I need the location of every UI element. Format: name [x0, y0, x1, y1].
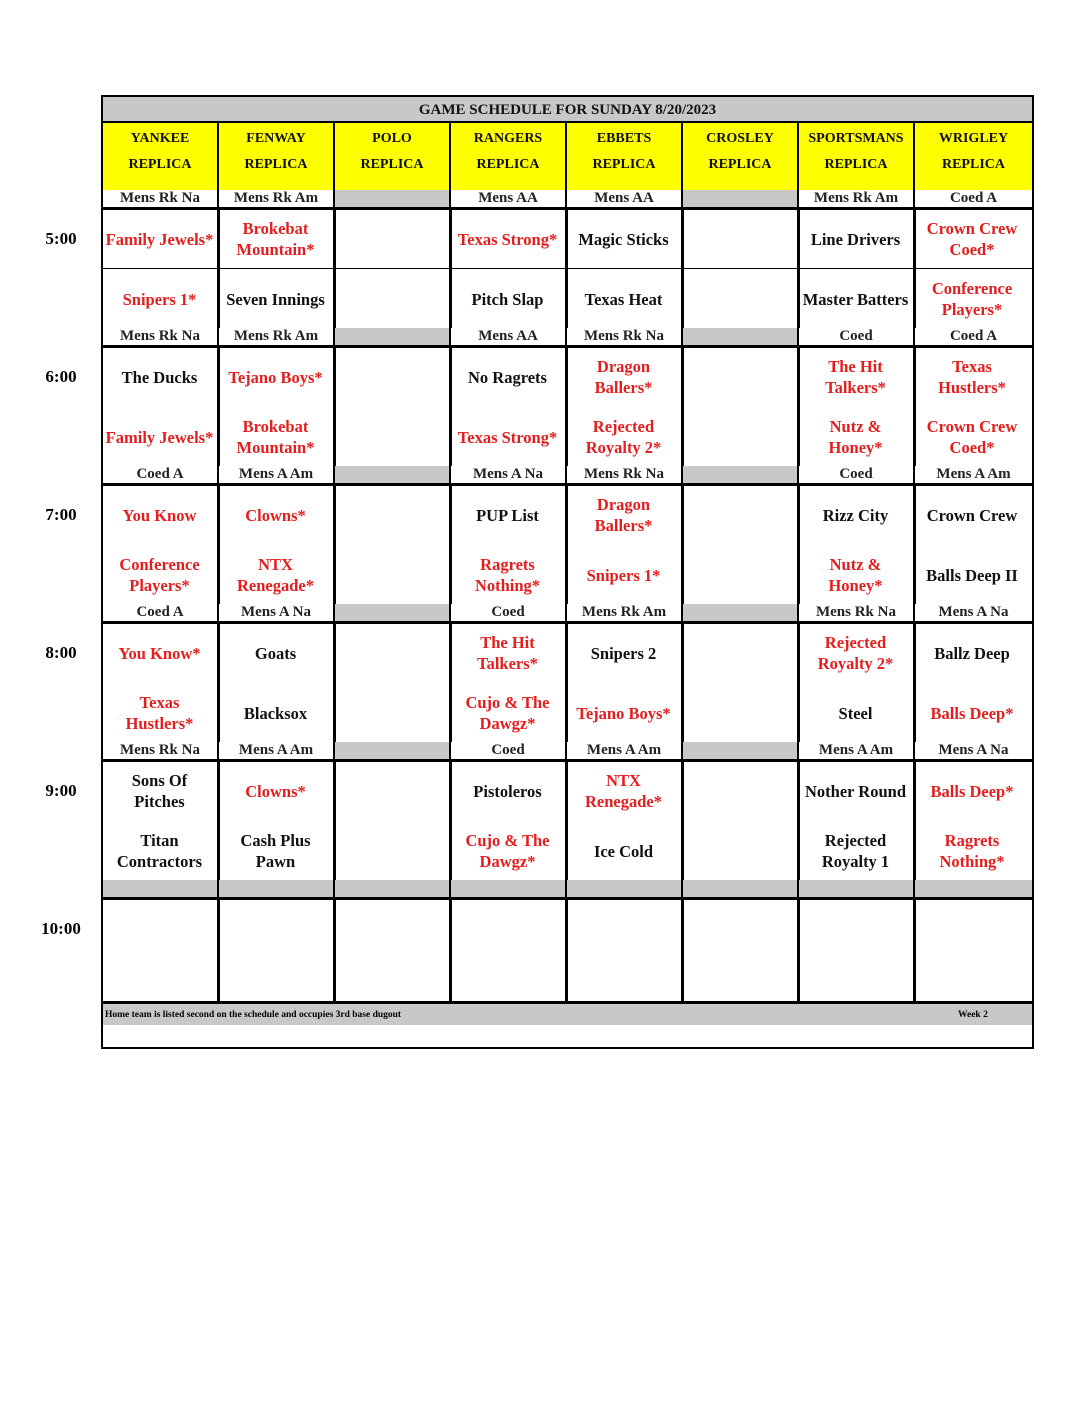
schedule-sheet	[101, 95, 1034, 1049]
division-label: Coed A	[915, 328, 1032, 345]
field-header-polo	[335, 123, 451, 190]
field-subtitle: REPLICA	[592, 157, 656, 172]
team-entry: Brokebat Mountain*	[236, 219, 315, 259]
team-entry	[683, 546, 796, 604]
field-header-sportsmans	[799, 123, 915, 190]
week-label: Week 2	[958, 1010, 988, 1020]
team-entry: Clowns*	[245, 505, 306, 525]
team-entry: Pistoleros	[473, 781, 542, 801]
team-entry	[335, 408, 448, 466]
team-entry	[335, 624, 448, 682]
team-entry	[683, 762, 796, 820]
team-entry	[683, 408, 796, 466]
team-entry: Texas Hustlers*	[938, 357, 1006, 397]
field-name: YANKEE	[130, 131, 190, 146]
division-label	[335, 880, 451, 897]
field-header-yankee	[103, 123, 219, 190]
team-entry	[683, 270, 796, 328]
team-entry: No Ragrets	[468, 367, 547, 387]
team-entry: Brokebat Mountain*	[236, 417, 315, 457]
division-label: Coed A	[103, 604, 219, 621]
team-entry: Tejano Boys*	[228, 367, 323, 387]
field-subtitle: REPLICA	[128, 157, 192, 172]
team-entry: Crown Crew Coed*	[926, 219, 1018, 259]
team-entry	[103, 952, 216, 1002]
division-label: Coed A	[915, 190, 1032, 207]
footer-note: Home team is listed second on the schedule and occupies 3rd base dugout	[105, 1010, 402, 1020]
time-slot-block	[103, 621, 1032, 742]
division-label	[335, 604, 451, 621]
schedule-title: GAME SCHEDULE FOR SUNDAY 8/20/2023	[103, 97, 1032, 123]
team-entry	[567, 952, 680, 1002]
division-label	[683, 328, 799, 345]
team-entry: The Ducks	[121, 367, 198, 387]
team-entry: Cujo & The Dawgz*	[465, 693, 550, 733]
team-entry	[335, 486, 448, 544]
team-entry: Family Jewels*	[105, 427, 214, 447]
team-entry: Magic Sticks	[578, 229, 669, 249]
time-slot-block	[103, 759, 1032, 880]
team-entry	[683, 348, 796, 406]
team-entry	[335, 270, 448, 328]
team-entry: NTX Renegade*	[585, 771, 662, 811]
division-label: Mens Rk Am	[799, 190, 915, 207]
division-label	[335, 742, 451, 759]
division-label: Mens Rk Na	[103, 190, 219, 207]
field-name: RANGERS	[473, 131, 543, 146]
team-entry: Dragon Ballers*	[594, 357, 653, 397]
team-entry: Nutz & Honey*	[828, 555, 883, 595]
team-entry	[335, 952, 448, 1002]
team-entry: Snipers 2	[590, 643, 657, 663]
division-label: Mens Rk Am	[219, 190, 335, 207]
team-entry	[335, 546, 448, 604]
team-entry	[799, 900, 912, 950]
field-name: WRIGLEY	[938, 131, 1009, 146]
field-subtitle: REPLICA	[824, 157, 888, 172]
division-label: Mens A Am	[219, 742, 335, 759]
division-label	[683, 880, 799, 897]
team-entry	[219, 952, 332, 1002]
division-label: Mens A Na	[915, 604, 1032, 621]
team-entry: You Know*	[118, 643, 201, 663]
team-entry: Tejano Boys*	[576, 703, 671, 723]
team-entry	[451, 952, 564, 1002]
team-entry: Seven Innings	[226, 289, 325, 309]
field-subtitle: REPLICA	[244, 157, 308, 172]
time-label: 9:00	[45, 781, 77, 800]
division-label: Mens A Na	[451, 466, 567, 483]
division-label	[567, 880, 683, 897]
field-name: EBBETS	[596, 131, 652, 146]
team-entry: Cujo & The Dawgz*	[465, 831, 550, 871]
division-label: Mens A Am	[799, 742, 915, 759]
division-label	[683, 466, 799, 483]
division-label: Mens A Na	[915, 742, 1032, 759]
team-entry: Blacksox	[243, 703, 308, 723]
team-entry: Snipers 1*	[122, 289, 197, 309]
team-entry: Rizz City	[822, 505, 889, 525]
team-entry: Goats	[254, 643, 297, 663]
time-label: 8:00	[45, 643, 77, 662]
division-label	[335, 328, 451, 345]
field-header-crosley	[683, 123, 799, 190]
field-subtitle: REPLICA	[708, 157, 772, 172]
division-label	[219, 880, 335, 897]
team-entry: Crown Crew Coed*	[926, 417, 1018, 457]
division-label	[103, 880, 219, 897]
division-label: Coed A	[103, 466, 219, 483]
team-entry: Snipers 1*	[586, 565, 661, 585]
team-entry	[335, 348, 448, 406]
team-entry	[683, 684, 796, 742]
field-subtitle: REPLICA	[360, 157, 424, 172]
team-entry	[335, 900, 448, 950]
team-entry: Titan Contractors	[116, 831, 203, 871]
team-entry	[683, 900, 796, 950]
field-subtitle: REPLICA	[476, 157, 540, 172]
team-entry: Conference Players*	[119, 555, 200, 595]
team-entry	[683, 624, 796, 682]
time-slot-block	[103, 483, 1032, 604]
division-label: Mens Rk Na	[103, 328, 219, 345]
team-entry: Conference Players*	[931, 279, 1013, 319]
division-label: Mens A Na	[219, 604, 335, 621]
team-entry	[335, 684, 448, 742]
division-label	[915, 880, 1032, 897]
team-entry: Cash Plus Pawn	[240, 831, 311, 871]
team-entry	[799, 952, 912, 1002]
team-entry	[915, 952, 1029, 1002]
division-label: Coed	[799, 328, 915, 345]
team-entry	[683, 210, 796, 268]
team-entry: You Know	[122, 505, 197, 525]
field-header-wrigley	[915, 123, 1032, 190]
division-label: Coed	[451, 742, 567, 759]
team-entry: Dragon Ballers*	[594, 495, 653, 535]
field-name: POLO	[372, 131, 412, 146]
division-label: Coed	[451, 604, 567, 621]
field-subtitle: REPLICA	[941, 157, 1005, 172]
division-label: Coed	[799, 466, 915, 483]
team-entry	[335, 210, 448, 268]
division-label	[683, 604, 799, 621]
team-entry	[451, 900, 564, 950]
division-label: Mens AA	[451, 328, 567, 345]
team-entry: NTX Renegade*	[237, 555, 314, 595]
division-label: Mens Rk Na	[103, 742, 219, 759]
team-entry	[335, 822, 448, 880]
team-entry: Crown Crew	[926, 505, 1018, 525]
team-entry: Ballz Deep	[934, 643, 1010, 663]
division-label	[799, 880, 915, 897]
team-entry	[683, 822, 796, 880]
team-entry: Ragrets Nothing*	[474, 555, 541, 595]
team-entry: Rejected Royalty 2*	[817, 633, 894, 673]
field-header-fenway	[219, 123, 335, 190]
division-label: Mens AA	[451, 190, 567, 207]
team-entry: The Hit Talkers*	[477, 633, 538, 673]
row-divider	[103, 268, 1032, 269]
team-entry: PUP List	[476, 505, 539, 525]
team-entry: Balls Deep*	[930, 781, 1014, 801]
division-label	[335, 190, 451, 207]
team-entry: Clowns*	[245, 781, 306, 801]
team-entry	[219, 900, 332, 950]
team-entry: Sons Of Pitches	[131, 771, 188, 811]
team-entry: Line Drivers	[810, 229, 901, 249]
team-entry: Texas Strong*	[457, 427, 558, 447]
team-entry: Nother Round	[804, 781, 906, 801]
division-label: Mens A Am	[219, 466, 335, 483]
division-label	[451, 880, 567, 897]
team-entry: Rejected Royalty 2*	[585, 417, 662, 457]
team-entry: Pitch Slap	[471, 289, 544, 309]
division-label	[683, 190, 799, 207]
division-label: Mens Rk Am	[219, 328, 335, 345]
team-entry: Steel	[838, 703, 873, 723]
team-entry: Family Jewels*	[105, 229, 214, 249]
time-slot-block	[103, 897, 1032, 1001]
division-label: Mens A Am	[915, 466, 1032, 483]
division-label	[335, 466, 451, 483]
division-label: Mens Rk Na	[567, 466, 683, 483]
team-entry: Master Batters	[802, 289, 909, 309]
field-name: FENWAY	[246, 131, 306, 146]
time-slot-block	[103, 345, 1032, 466]
field-header-ebbets	[567, 123, 683, 190]
footer-bar	[103, 1001, 1032, 1025]
division-label	[683, 742, 799, 759]
division-label: Mens Rk Na	[799, 604, 915, 621]
division-label: Mens A Am	[567, 742, 683, 759]
team-entry	[683, 486, 796, 544]
time-label: 5:00	[45, 229, 77, 248]
time-slot-block	[103, 207, 1032, 328]
division-label: Mens Rk Am	[567, 604, 683, 621]
team-entry: Ice Cold	[593, 841, 654, 861]
team-entry: Ragrets Nothing*	[939, 831, 1005, 871]
field-name: SPORTSMANS	[808, 131, 904, 146]
team-entry	[915, 900, 1029, 950]
team-entry: Texas Strong*	[457, 229, 558, 249]
team-entry: Balls Deep II	[926, 565, 1018, 585]
team-entry	[335, 762, 448, 820]
team-entry: Nutz & Honey*	[828, 417, 883, 457]
field-name: CROSLEY	[706, 131, 774, 146]
team-entry: Texas Hustlers*	[125, 693, 194, 733]
team-entry: Rejected Royalty 1	[821, 831, 890, 871]
division-label: Mens AA	[567, 190, 683, 207]
team-entry	[103, 900, 216, 950]
field-header-rangers	[451, 123, 567, 190]
team-entry	[567, 900, 680, 950]
time-label: 6:00	[45, 367, 77, 386]
division-label: Mens Rk Na	[567, 328, 683, 345]
team-entry: Texas Heat	[584, 289, 663, 309]
team-entry: Balls Deep*	[930, 703, 1014, 723]
team-entry	[683, 952, 796, 1002]
time-label: 7:00	[45, 505, 77, 524]
time-label: 10:00	[41, 919, 81, 938]
team-entry: The Hit Talkers*	[825, 357, 886, 397]
